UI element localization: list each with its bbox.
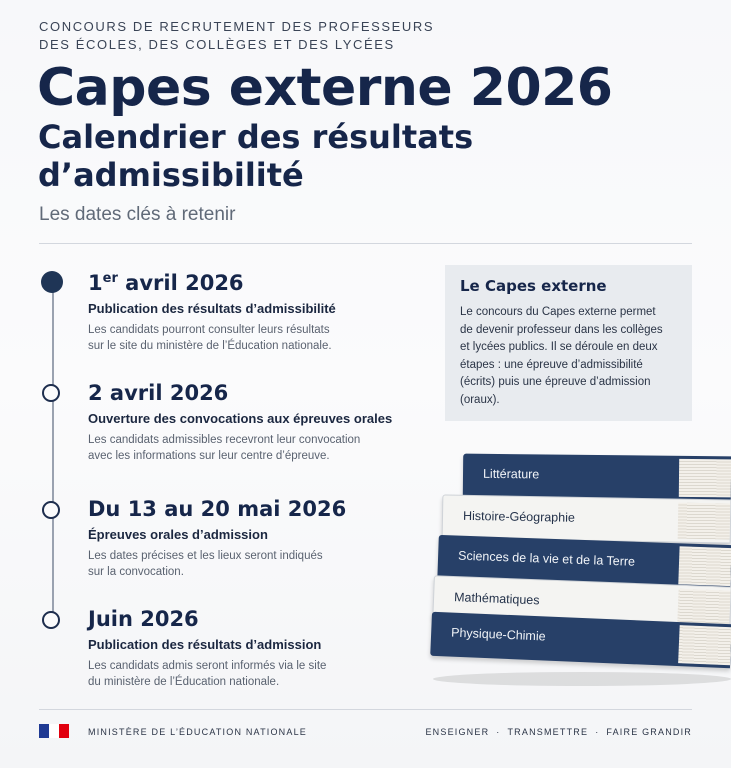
page-subtitle: Calendrier des résultats d’admissibilité [38, 118, 474, 194]
event-date: Du 13 au 20 mai 2026 [88, 497, 347, 521]
kicker-line-2: DES ÉCOLES, DES COLLÈGES ET DES LYCÉES [39, 37, 395, 52]
event-date: 1er avril 2026 [88, 271, 244, 295]
event-description: Les dates précises et les lieux seront indiqués sur la convocation. [88, 550, 323, 578]
event-title: Publication des résultats d’admission [88, 637, 322, 652]
header-divider [39, 243, 692, 244]
timeline-dot-active [41, 271, 63, 293]
event-description: Les candidats pourront consulter leurs résultats sur le site du ministère de l’Éducation nationale. [88, 324, 332, 352]
info-panel-text: Le concours du Capes externe permet de devenir professeur dans les collèges et lycées publics. Il se déroule en deux étapes : une épreuve d’admissibilité (écrits) puis une épreuve d’admission (oraux). [460, 306, 663, 406]
timeline-event-4 [88, 606, 388, 690]
tagline: Les dates clés à retenir [39, 204, 236, 225]
kicker-line-1: CONCOURS DE RECRUTEMENT DES PROFESSEURS [39, 19, 435, 34]
footer-ministry: MINISTÈRE DE L’ÉDUCATION NATIONALE [88, 727, 307, 737]
book-physics-chemistry: Physique-Chimie [430, 612, 731, 669]
event-description: Les candidats admis seront informés via le site du ministère de l’Éducation nationale. [88, 660, 327, 688]
timeline-dot [42, 384, 60, 402]
page-title: Capes externe 2026 [37, 58, 613, 118]
timeline-line [52, 282, 54, 622]
event-description: Les candidats admissibles recevront leur convocation avec les informations sur leur centre d’épreuve. [88, 434, 361, 462]
event-title: Ouverture des convocations aux épreuves orales [88, 411, 393, 426]
info-panel [445, 265, 692, 421]
event-date: Juin 2026 [88, 607, 199, 631]
event-title: Épreuves orales d’admission [88, 527, 268, 542]
header-kicker [39, 18, 434, 54]
book-stack-shadow [433, 672, 731, 686]
timeline-event-1 [88, 266, 388, 354]
timeline-dot [42, 501, 60, 519]
book-literature: Littérature [463, 454, 731, 501]
timeline-event-2 [88, 380, 393, 464]
book-stack-illustration [425, 450, 731, 682]
event-date: 2 avril 2026 [88, 381, 229, 405]
footer-divider [39, 709, 692, 710]
timeline-event-3 [88, 496, 388, 580]
info-panel-title: Le Capes externe [460, 277, 607, 295]
event-title: Publication des résultats d’admissibilité [88, 301, 336, 316]
footer-motto: ENSEIGNER · TRANSMETTRE · FAIRE GRANDIR [425, 727, 692, 737]
book-mathematics: Mathématiques [432, 575, 731, 630]
book-life-earth-sciences: Sciences de la vie et de la Terre [437, 535, 731, 589]
french-flag-icon [39, 724, 69, 738]
book-history-geography: Histoire-Géographie [442, 494, 731, 543]
timeline-dot [42, 611, 60, 629]
